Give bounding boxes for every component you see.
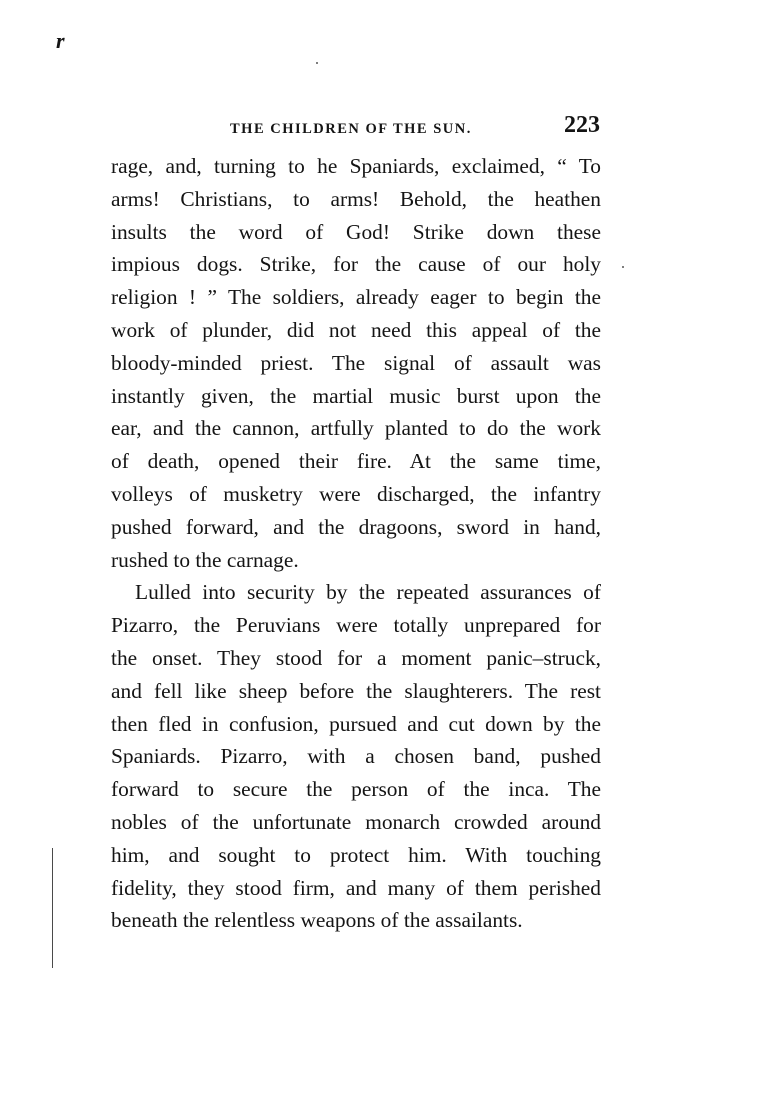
- text-line: ear, and the cannon, artfully planted to do the work: [111, 416, 601, 441]
- text-line: Lulled into security by the repeated assurances of: [135, 580, 601, 605]
- speck-right: [622, 266, 624, 268]
- text-line: arms! Christians, to arms! Behold, the heathen: [111, 186, 601, 211]
- corner-mark: r: [56, 28, 65, 53]
- text-line: beneath the relentless weapons of the assailants.: [111, 908, 523, 933]
- text-line: religion ! ” The soldiers, already eager to begin the: [111, 285, 601, 310]
- text-line: him, and sought to protect him. With touching: [111, 842, 601, 867]
- text-line: insults the word of God! Strike down these: [111, 219, 601, 244]
- text-line: bloody-minded priest. The signal of assault was: [111, 350, 601, 375]
- running-head: [112, 110, 602, 146]
- text-line: instantly given, the martial music burst upon the: [111, 383, 601, 408]
- text-line: the onset. They stood for a moment panic–struck,: [111, 645, 601, 670]
- text-line: then fled in confusion, pursued and cut down by the: [111, 711, 601, 736]
- text-line: volleys of musketry were discharged, the infantry: [111, 481, 601, 506]
- running-title: THE CHILDREN OF THE SUN.: [230, 121, 472, 137]
- text-line: pushed forward, and the dragoons, sword in hand,: [111, 514, 601, 539]
- paragraph-2: [111, 576, 601, 937]
- text-line: rage, and, turning to he Spaniards, exclaimed, “ To: [111, 154, 601, 178]
- page-number: 223: [564, 112, 600, 138]
- text-line: work of plunder, did not need this appeal of the: [111, 317, 601, 342]
- text-line: Spaniards. Pizarro, with a chosen band, pushed: [111, 744, 601, 769]
- paragraph-1: [111, 150, 601, 576]
- body-text: [111, 150, 601, 937]
- text-line: rushed to the carnage.: [111, 547, 299, 572]
- text-line: Pizarro, the Peruvians were totally unprepared for: [111, 613, 601, 638]
- text-line: of death, opened their fire. At the same time,: [111, 449, 601, 474]
- text-line: and fell like sheep before the slaughterers. The rest: [111, 678, 601, 703]
- speck-top: [316, 62, 318, 64]
- text-line: impious dogs. Strike, for the cause of our holy: [111, 252, 601, 277]
- text-line: fidelity, they stood firm, and many of them perished: [111, 875, 601, 900]
- margin-rule: [52, 848, 53, 968]
- text-line: forward to secure the person of the inca. The: [111, 777, 601, 802]
- text-line: nobles of the unfortunate monarch crowded around: [111, 809, 601, 834]
